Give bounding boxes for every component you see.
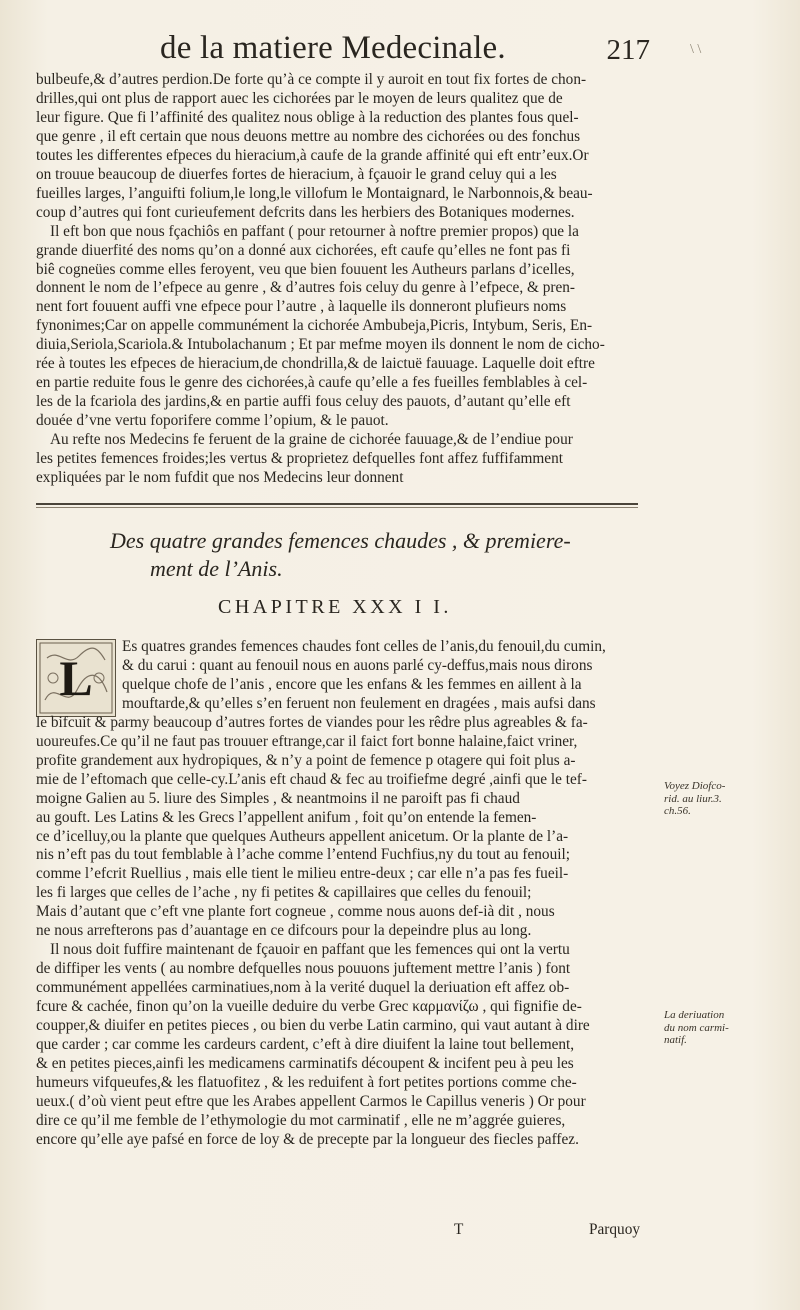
signature-mark: T xyxy=(454,1221,464,1238)
text-line: nent fort fouuent auffi vne efpece pour l’autre , à laquelle ils donneront plufieurs noms xyxy=(36,298,567,316)
text-line: diuia,Seriola,Scariola.& Intubolachanum ; Et par mefme moyen ils donnent le nom de cicho- xyxy=(36,336,605,354)
margin-note-carminatif xyxy=(664,1009,774,1047)
text-line: les fi larges que celles de l’ache , ny fi petites & capillaires que celles du fenouil; xyxy=(36,884,532,902)
paragraph-chicory xyxy=(36,71,650,488)
text-line: Mais d’autant que c’eft vne plante fort cogneue , comme nous auons def-ià dit , nous xyxy=(36,903,555,921)
margin-note-line: rid. au liur.3. xyxy=(664,792,722,805)
text-line: de diffiper les vents ( au nombre defquelles nous pouuons juftement mettre l’anis ) font xyxy=(36,960,571,978)
section-title-line-2: ment de l’Anis. xyxy=(150,556,283,581)
page-number: 217 xyxy=(606,34,650,66)
chapter-heading: CHAPITRE XXX I I. xyxy=(218,596,452,618)
margin-note-line: Voyez Diofco- xyxy=(664,780,726,792)
text-line: humeurs vifqueufes,& les flatuofitez , & les reduifent à fort petites portions comme che- xyxy=(36,1073,577,1091)
text-line: les de la fcariola des jardins,& en partie auffi fous celuy des pauots, d’autant qu’elle eft xyxy=(36,393,571,411)
text-line: grande diuerfité des noms qu’on a donné aux cichorées, eft caufe qu’elles ne font pas fi xyxy=(36,241,571,259)
text-line: on trouue beaucoup de diuerfes fortes de hieracium, à fçauoir le grand celuy qui a les xyxy=(36,165,557,183)
page-header xyxy=(160,28,650,72)
text-line: ce d’icelluy,ou la plante que quelques Autheurs appellent anicetum. Or la plante de l’a- xyxy=(36,827,569,845)
text-line: ueux.( d’où vient peut eftre que les Arabes appellent Carmos le Capillus veneris ) Or pour xyxy=(36,1092,586,1110)
text-line: que carder ; car comme les cardeurs cardent, c’eft à dire diuifent la laine tout bellement, xyxy=(36,1036,575,1054)
text-line: mouftarde,& qu’elles s’en feruent non feulement en dragées , mais aufsi dans xyxy=(122,694,596,712)
text-line: coup d’autres qui font curieufement defcrits dans les herbiers des Botaniques modernes. xyxy=(36,203,575,221)
text-line: que genre , il eft certain que nous deuons mettre au nombre des cichorées ou des fonchus xyxy=(36,127,581,145)
text-line: dire ce qu’il me femble de l’ethymologie du mot carminatif , elle ne m’aggrée guieres, xyxy=(36,1111,566,1129)
text-line: ne nous arrefterons pas d’auantage en ce difcours pour la depeindre plus au long. xyxy=(36,922,532,940)
text-line: Au refte nos Medecins fe feruent de la graine de cichorée fauuage,& de l’endiue pour xyxy=(50,431,573,449)
text-line: coupper,& diuifer en petites pieces , ou bien du verbe Latin carmino, qui vaut autant à dire xyxy=(36,1017,590,1035)
text-line: bulbeufe,& d’autres perdion.De forte qu’à ce compte il y auroit en tout fix fortes de chon- xyxy=(36,71,587,88)
text-line: drilles,qui ont plus de rapport auec les cichorées par le moyen de leurs qualitez que de xyxy=(36,89,563,107)
section-divider-thin xyxy=(36,507,638,508)
text-line: profite grandement aux hydropiques, & n’y a point de femence p otagere qui foit plus a- xyxy=(36,751,576,769)
text-line: le bifcuit & parmy beaucoup d’autres fortes de viandes pour les rêdre plus agreables & fa- xyxy=(36,713,588,731)
text-line: douée d’vne vertu foporifere comme l’opium, & le pauot. xyxy=(36,412,389,430)
section-title-line-1: Des quatre grandes femences chaudes , & premiere- xyxy=(110,528,571,553)
text-line: toutes les differentes efpeces du hieracium,à caufe de la grande affinité qui eft entr’eux.Or xyxy=(36,146,589,164)
text-line: nis n’eft pas du tout femblable à l’ache comme l’entend Fuchfius,ny du tout au fenouil; xyxy=(36,846,570,864)
text-line: encore qu’elle aye pafsé en force de loy & de precepte par la longueur des fiecles paffez. xyxy=(36,1130,579,1148)
text-line: expliquées par le nom fufdit que nos Medecins leur donnent xyxy=(36,469,404,487)
section-divider xyxy=(36,503,638,505)
text-line: communément appellées carminatiues,nom à la verité duquel la deriuation eft affez ob- xyxy=(36,979,570,997)
running-title: de la matiere Medecinale. xyxy=(160,30,506,66)
text-line: fynonimes;Car on appelle communément la cichorée Ambubeja,Picris, Intybum, Seris, En- xyxy=(36,317,593,335)
margin-note-dioscorides xyxy=(664,780,774,818)
text-line: moigne Galien au 5. liure des Simples , & neantmoins il ne paroift pas fi chaud xyxy=(36,789,520,807)
text-line: quelque chofe de l’anis , encore que les enfans & les femmes en aillent à la xyxy=(122,675,582,693)
text-line: fcure & cachée, finon qu’on la vueille deduire du verbe Grec καρμανίζω , qui fignifie de- xyxy=(36,998,582,1016)
margin-note-line: ch.56. xyxy=(664,805,691,817)
dropcap-letter: L xyxy=(59,650,93,706)
text-line: uoureufes.Ce qu’il ne faut pas trouuer eftrange,car il faict fort bonne halaine,faict vriner, xyxy=(36,732,578,750)
margin-note-line: natif. xyxy=(664,1034,687,1046)
text-line: Il eft bon que nous fçachiôs en paffant ( pour retourner à noftre premier propos) que la xyxy=(50,222,579,240)
margin-note-line: La deriuation xyxy=(664,1009,725,1021)
text-line: Es quatres grandes femences chaudes font celles de l’anis,du fenouil,du cumin, xyxy=(122,638,606,655)
text-line: mie de l’eftomach que celle-cy.L’anis eft chaud & fec au troifiefme degré ,ainfi que le tef- xyxy=(36,770,587,788)
catchline xyxy=(36,1221,640,1239)
text-line: biê cogneües comme elles feroyent, veu que bien fouuent les Autheurs parlans d’icelles, xyxy=(36,260,575,278)
text-line: rée à toutes les efpeces de hieracium,de chondrilla,& de laictuë fauuage. Laquelle doit eftre xyxy=(36,355,595,373)
text-line: comme l’efcrit Ruellius , mais elle tient le milieu entre-deux ; car elle n’a pas fes fueil- xyxy=(36,865,569,883)
section-title xyxy=(110,527,590,583)
corner-mark: \ \ xyxy=(690,42,702,57)
text-line: & en petites pieces,ainfi les medicamens carminatifs découpent & incifent peu à peu les xyxy=(36,1054,574,1072)
text-line: & du carui : quant au fenouil nous en auons parlé cy-deffus,mais nous dirons xyxy=(122,656,593,674)
text-line: Il nous doit fuffire maintenant de fçauoir en paffant que les femences qui ont la vertu xyxy=(50,941,570,959)
text-line: au gouft. Les Latins & les Grecs l’appellent anifum , foit qu’on entende la femen- xyxy=(36,808,537,826)
text-line: en partie reduite fous le genre des cichorées,à caufe qu’elle a fes fueilles femblables à cel- xyxy=(36,374,588,392)
text-line: leur figure. Que fi l’affinité des qualitez nous oblige à la reduction des plantes fous quel- xyxy=(36,108,579,126)
margin-note-line: du nom carmi- xyxy=(664,1021,729,1034)
text-line: fueilles larges, l’anguifti folium,le long,le villofum le Montaignard, le Narbonnois,& beau- xyxy=(36,184,593,202)
text-line: donnent le nom de l’efpece au genre , & d’autres fois celuy du genre à l’efpece, & pren- xyxy=(36,279,575,297)
text-line: les petites femences froides;les vertus & proprietez defquelles font affez fuffifamment xyxy=(36,450,563,468)
catchword: Parquoy xyxy=(589,1221,640,1238)
paragraph-anise xyxy=(36,638,650,1150)
